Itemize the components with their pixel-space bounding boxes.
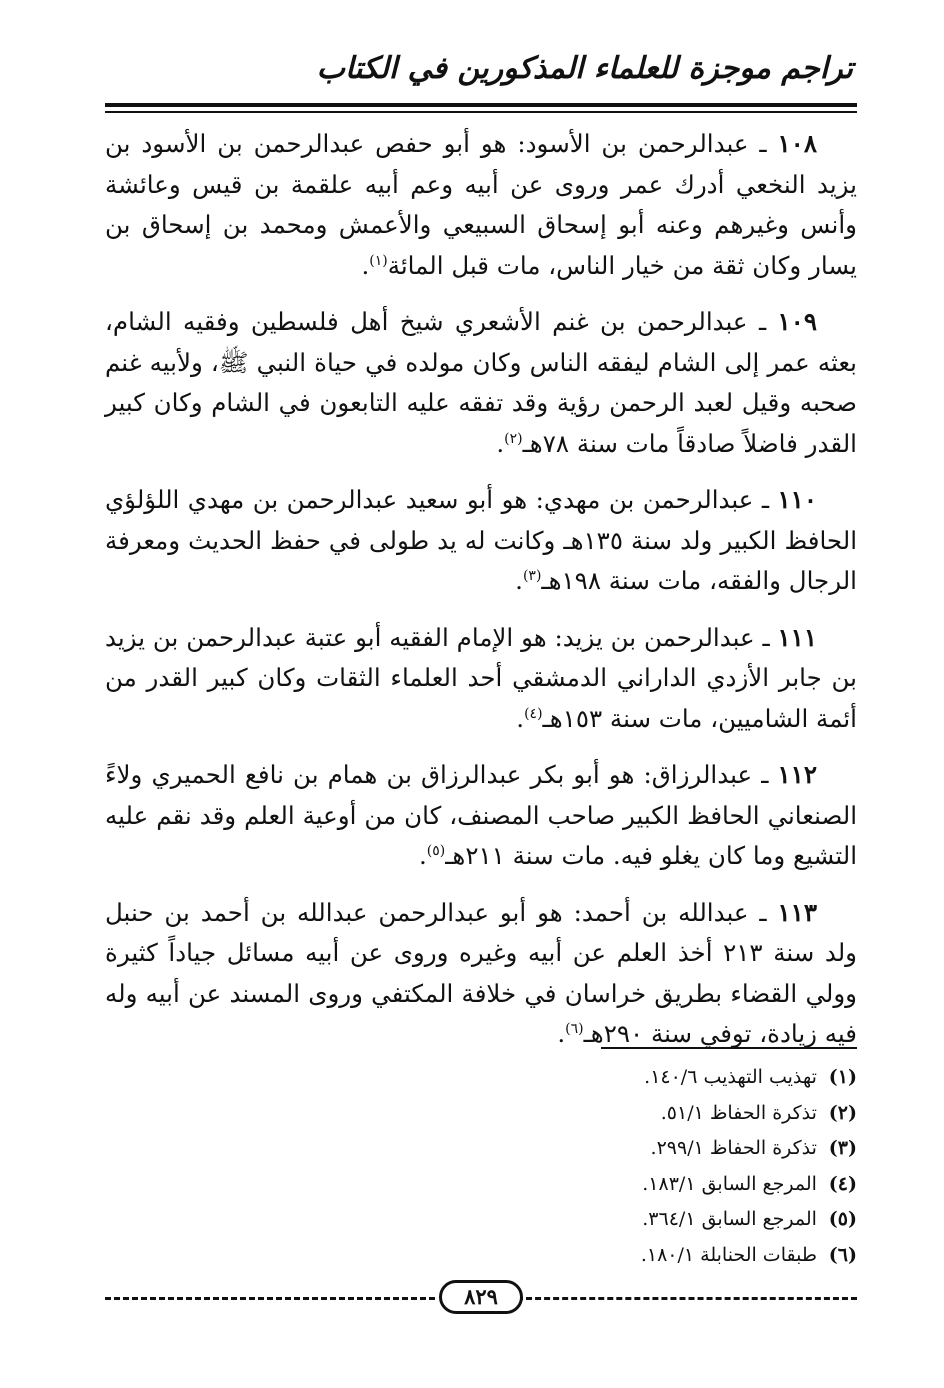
footnote-ref[interactable]: (٦)	[565, 1020, 584, 1037]
footnote-number: (٢)	[828, 1101, 857, 1124]
entry-113: ١١٣ ـ عبدالله بن أحمد: هو أبو عبدالرحمن عبدالله بن أحمد بن حنبل ولد سنة ٢١٣ أخذ العلم عن أبيه وغيره وروى عن أبيه مسائل جياداً كثيرة وولي القضاء بطريق خراسان في خلافة المكتفي وروى المسند عن أبيه وله فيه زيادة، توفي سنة ٢٩٠هـ$^{(٦)}$.	[105, 897, 857, 1048]
entry-end: .	[496, 428, 505, 458]
footnote-item	[457, 1167, 857, 1203]
footnote-number: (٥)	[828, 1208, 857, 1230]
entry-number: ١٠٩	[777, 307, 817, 336]
entry-end: .	[515, 566, 523, 595]
footnote-ref[interactable]: (٢)	[504, 430, 523, 447]
entry-end: .	[557, 1019, 566, 1048]
footnote-ref[interactable]: (٣)	[522, 567, 542, 584]
footnote-number: (٣)	[828, 1137, 857, 1159]
footer-dashed-rule-right	[517, 1297, 857, 1300]
entry-108: ١٠٨ ـ عبدالرحمن بن الأسود: هو أبو حفص عبدالرحمن بن الأسود بن يزيد النخعي أدرك عمر وروى عن أبيه وعم أبيه علقمة بن قيس وعائشة وأنس وغيرهم وعنه أبو إسحاق السبيعي والأعمش ومحمد بن إسحاق بن يسار وكان ثقة من خيار الناس، مات قبل المائة$^{(١)}$.	[105, 129, 857, 280]
entry-end: .	[516, 703, 525, 733]
entry-end: .	[361, 250, 370, 280]
running-title: تراجم موجزة للعلماء المذكورين في الكتاب	[316, 51, 853, 86]
entry-end: .	[418, 841, 427, 870]
page-footer	[105, 1278, 857, 1318]
entry-number: ١١٣	[777, 897, 817, 927]
entry-number: ١٠٨	[777, 129, 817, 158]
entry-112: ١١٢ ـ عبدالرزاق: هو أبو بكر عبدالرزاق بن همام بن نافع الحميري ولاءً الصنعاني الحافظ الكبير صاحب المصنف، كان من أوعية العلم وقد نقم عليه التشيع وما كان يغلو فيه. مات سنة ٢١١هـ$^{(٥)}$.	[105, 760, 857, 870]
footnote-number: (٤)	[828, 1172, 857, 1195]
entry-text: عبدالرحمن بن يزيد: هو الإمام الفقيه أبو عتبة عبدالرحمن بن يزيد بن جابر الأزدي الداراني الدمشقي أحد العلماء الثقات وكان كبير القدر من أئمة الشاميين، مات سنة ١٥٣هـ	[105, 622, 857, 733]
footnote-text: طبقات الحنابلة ١٨٠/١.	[640, 1243, 817, 1266]
entry-text: عبدالرحمن بن مهدي: هو أبو سعيد عبدالرحمن بن مهدي اللؤلؤي الحافظ الكبير ولد سنة ١٣٥هـ وكانت له يد طولى في حفظ الحديث ومعرفة الرجال والفقه، مات سنة ١٩٨هـ	[105, 485, 857, 595]
footnote-text: تهذيب التهذيب ١٤٠/٦.	[644, 1066, 817, 1088]
footnote-ref[interactable]: (٥)	[426, 842, 446, 859]
footnote-number: (١)	[828, 1066, 857, 1088]
footnote-item	[457, 1131, 857, 1167]
entry-110: ١١٠ ـ عبدالرحمن بن مهدي: هو أبو سعيد عبدالرحمن بن مهدي اللؤلؤي الحافظ الكبير ولد سنة ١٣٥هـ وكانت له يد طولى في حفظ الحديث ومعرفة الرجال والفقه، مات سنة ١٩٨هـ$^{(٣)}$.	[105, 485, 857, 595]
footnotes-list	[457, 1060, 857, 1273]
footnote-ref[interactable]: (١)	[369, 252, 388, 269]
footnote-item	[457, 1096, 857, 1132]
footnote-text: المرجع السابق ١٨٣/١.	[642, 1172, 817, 1195]
entry-number: ١١٠	[777, 485, 817, 514]
entry-text: عبدالرزاق: هو أبو بكر عبدالرزاق بن همام بن نافع الحميري ولاءً الصنعاني الحافظ الكبير صاحب المصنف، كان من أوعية العلم وقد نقم عليه التشيع وما كان يغلو فيه. مات سنة ٢١١هـ	[105, 760, 857, 870]
footnote-text: تذكرة الحفاظ ٢٩٩/١.	[650, 1137, 817, 1159]
book-page	[105, 40, 857, 1340]
entry-number: ١١٢	[777, 760, 817, 789]
footer-dashed-rule-left	[105, 1297, 435, 1300]
entries-body	[105, 124, 857, 1071]
header-double-rule	[105, 103, 857, 113]
footnote-number: (٦)	[828, 1243, 857, 1266]
entry-111: ١١١ ـ عبدالرحمن بن يزيد: هو الإمام الفقيه أبو عتبة عبدالرحمن بن يزيد بن جابر الأزدي الداراني الدمشقي أحد العلماء الثقات وكان كبير القدر من أئمة الشاميين، مات سنة ١٥٣هـ$^{(٤)}$.	[105, 622, 857, 733]
page-number: ٨٢٩	[439, 1280, 523, 1314]
footnote-separator	[601, 1047, 857, 1049]
footnote-item	[457, 1238, 857, 1274]
entry-text: عبدالرحمن بن الأسود: هو أبو حفص عبدالرحمن بن الأسود بن يزيد النخعي أدرك عمر وروى عن أبيه وعم أبيه علقمة بن قيس وعائشة وأنس وغيرهم وعنه أبو إسحاق السبيعي والأعمش ومحمد بن إسحاق بن يسار وكان ثقة من خيار الناس، مات قبل المائة	[105, 129, 857, 280]
entry-text: عبدالرحمن بن غنم الأشعري شيخ أهل فلسطين وفقيه الشام، بعثه عمر إلى الشام ليفقه الناس وكان مولده في حياة النبي ﷺ، ولأبيه غنم صحبه وقيل لعبد الرحمن رؤية وقد تفقه عليه التابعون في الشام وكان كبير القدر فاضلاً صادقاً مات سنة ٧٨هـ	[105, 307, 857, 458]
footnote-item	[457, 1060, 857, 1096]
footnote-text: المرجع السابق ٣٦٤/١.	[642, 1208, 817, 1230]
entry-number: ١١١	[777, 622, 817, 652]
entry-109: ١٠٩ ـ عبدالرحمن بن غنم الأشعري شيخ أهل فلسطين وفقيه الشام، بعثه عمر إلى الشام ليفقه الناس وكان مولده في حياة النبي ﷺ، ولأبيه غنم صحبه وقيل لعبد الرحمن رؤية وقد تفقه عليه التابعون في الشام وكان كبير القدر فاضلاً صادقاً مات سنة ٧٨هـ$^{(٢)}$.	[105, 307, 857, 458]
footnote-ref[interactable]: (٤)	[524, 705, 543, 722]
entry-text: عبدالله بن أحمد: هو أبو عبدالرحمن عبدالله بن أحمد بن حنبل ولد سنة ٢١٣ أخذ العلم عن أبيه وغيره وروى عن أبيه مسائل جياداً كثيرة وولي القضاء بطريق خراسان في خلافة المكتفي وروى المسند عن أبيه وله فيه زيادة، توفي سنة ٢٩٠هـ	[105, 897, 857, 1048]
footnote-text: تذكرة الحفاظ ٥١/١.	[660, 1101, 817, 1124]
footnote-item	[457, 1202, 857, 1238]
